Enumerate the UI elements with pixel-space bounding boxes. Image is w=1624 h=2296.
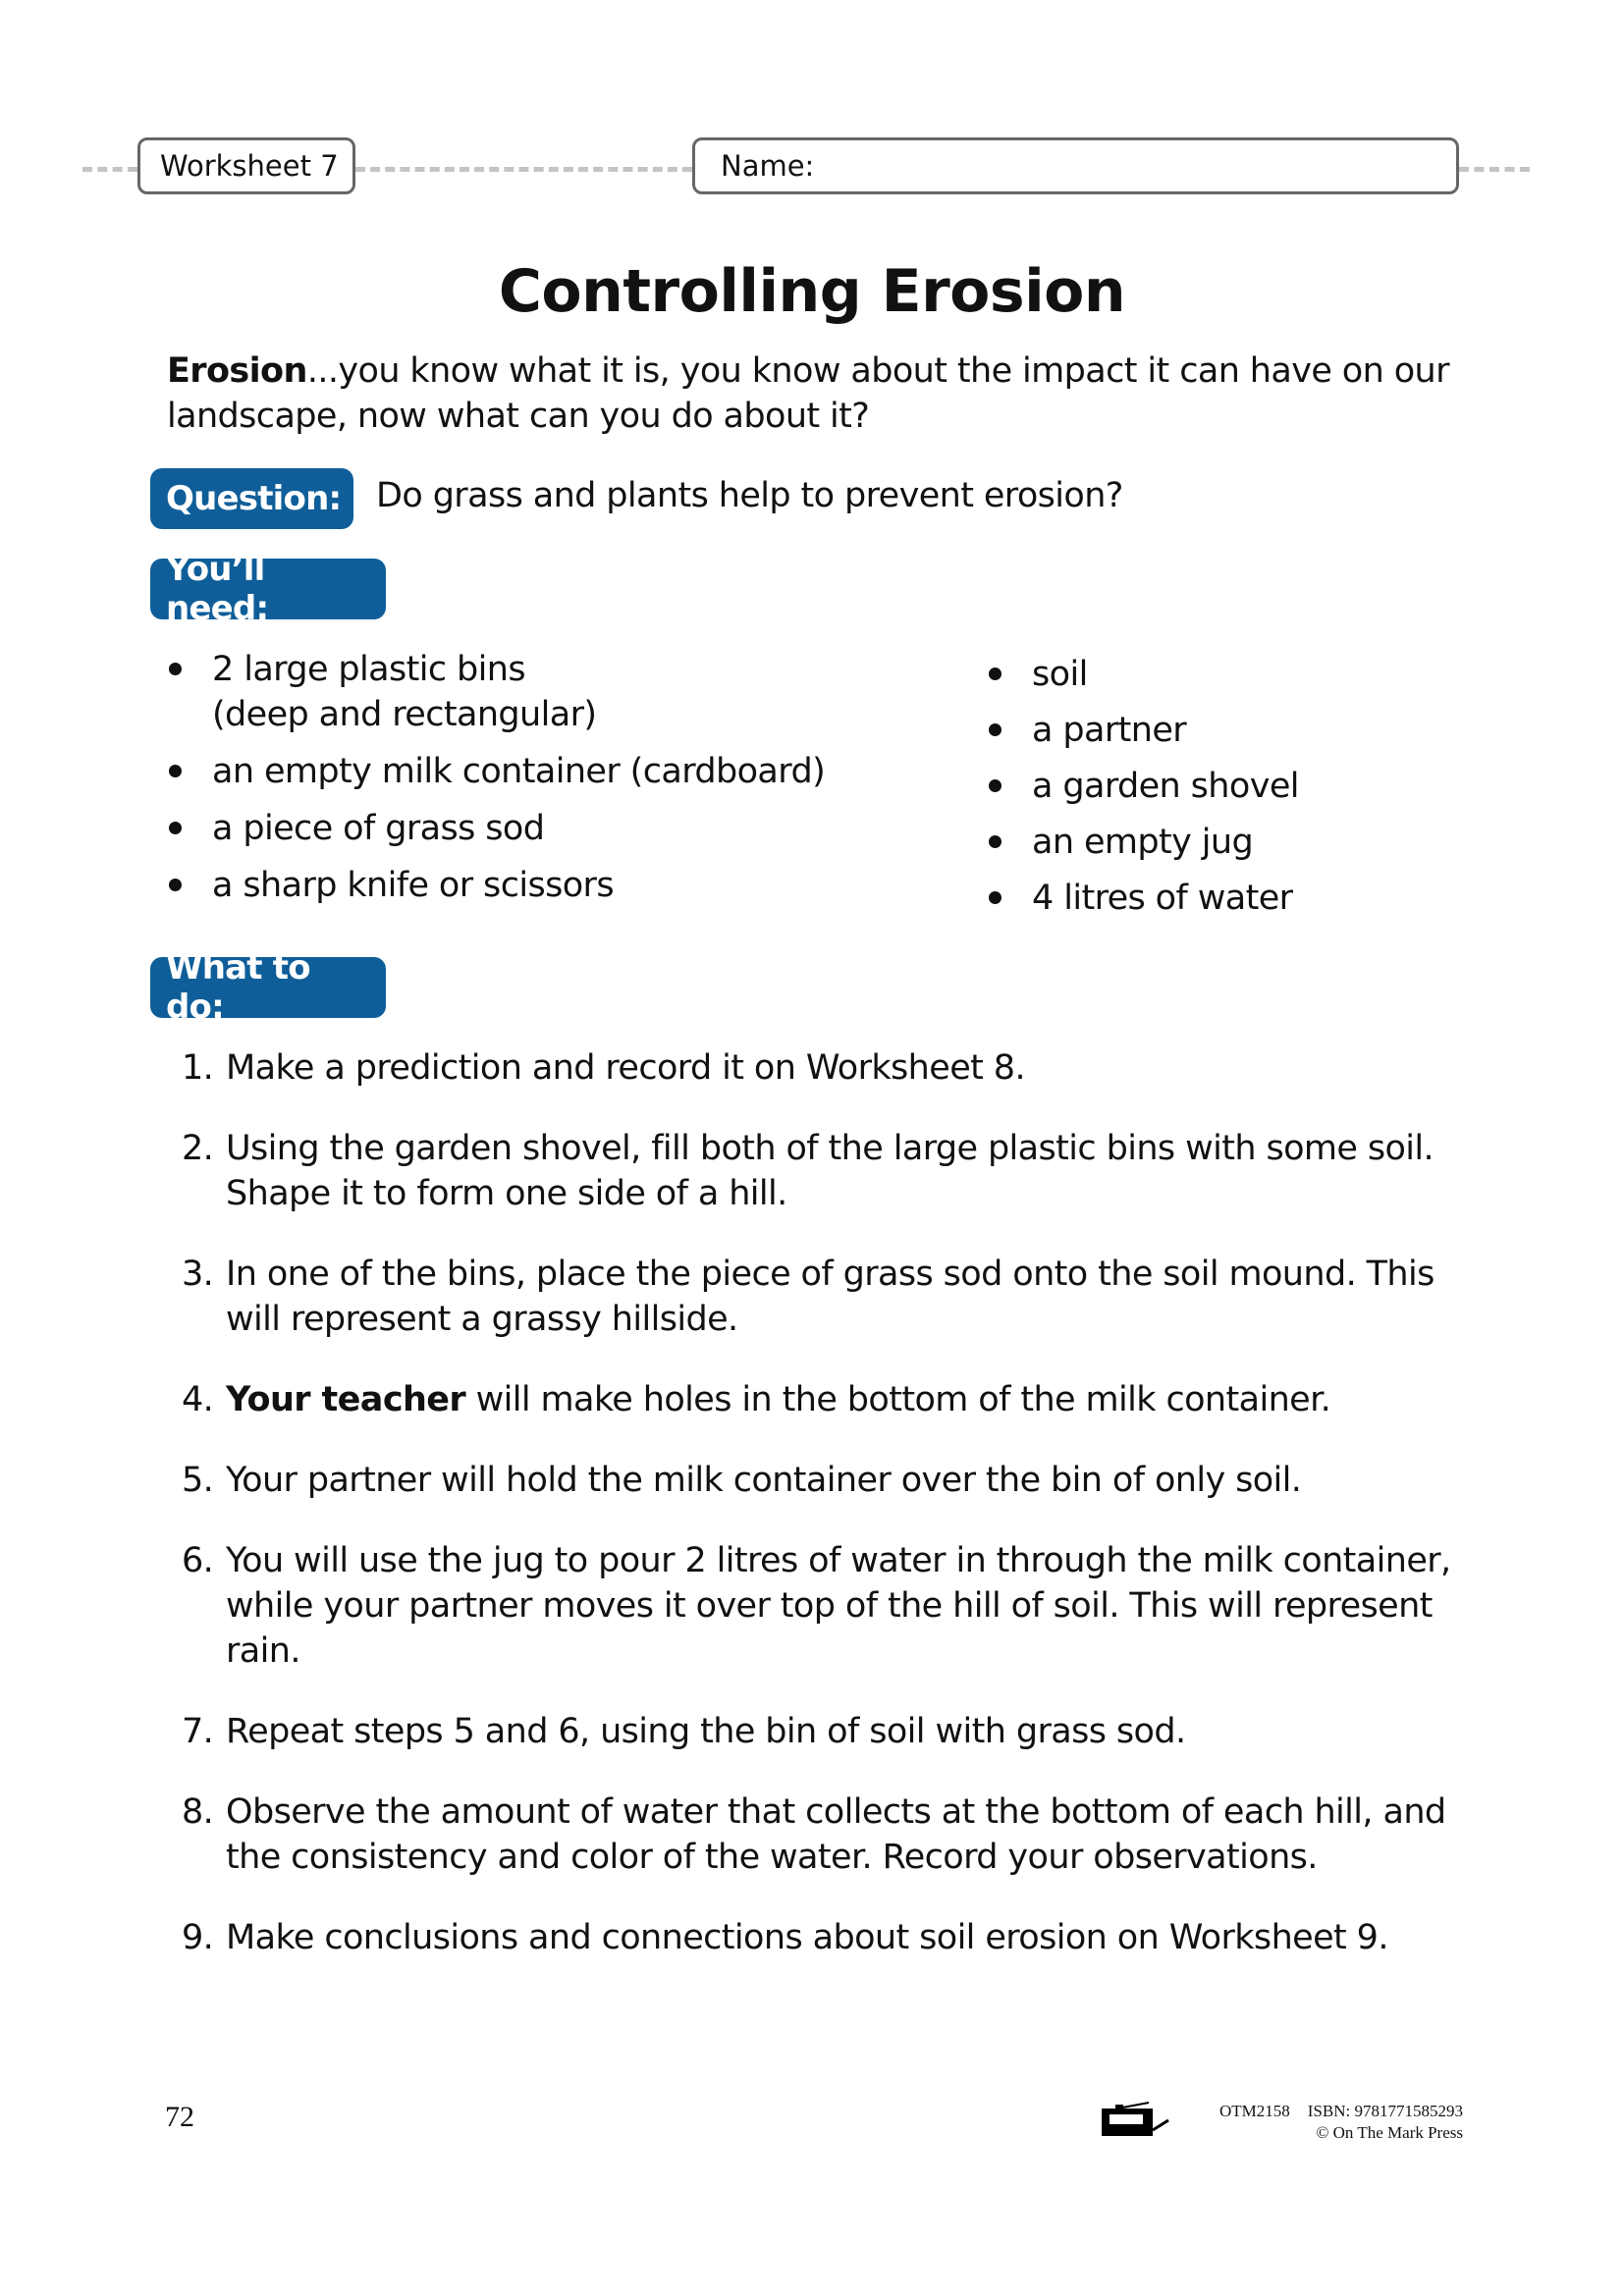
step-item: 2. Using the garden shovel, fill both of the large plastic bins with some soil. Shape it to form one side of a hill. bbox=[182, 1129, 1435, 1213]
intro-bold-lead: Erosion bbox=[167, 351, 307, 391]
bullet-icon bbox=[169, 765, 182, 777]
step-item: 9. Make conclusions and connections about soil erosion on Worksheet 9. bbox=[182, 1918, 1388, 1957]
bullet-icon bbox=[989, 667, 1001, 680]
needs-badge bbox=[150, 550, 386, 628]
bullet-icon bbox=[989, 835, 1001, 848]
steps-list bbox=[182, 1045, 1488, 1996]
step-item: 8. Observe the amount of water that collects at the bottom of each hill, and the consistency and color of the water. Record your observations. bbox=[182, 1792, 1446, 1877]
step-item: 1. Make a prediction and record it on Worksheet 8. bbox=[182, 1048, 1025, 1088]
header-dash-left bbox=[82, 167, 137, 172]
bullet-icon bbox=[169, 663, 182, 675]
list-item: 4 litres of water bbox=[985, 876, 1476, 921]
bullet-icon bbox=[989, 891, 1001, 904]
list-item: a piece of grass sod bbox=[165, 806, 852, 851]
list-item: an empty jug bbox=[985, 820, 1476, 865]
steps-badge bbox=[150, 948, 386, 1027]
step-item: 7. Repeat steps 5 and 6, using the bin of soil with grass sod. bbox=[182, 1712, 1186, 1751]
intro-paragraph bbox=[167, 348, 1473, 439]
step-item: 6. You will use the jug to pour 2 litres of water in through the milk container, while your partner moves it over top of the hill of soil. This will represent rain. bbox=[182, 1541, 1451, 1671]
photocopier-icon bbox=[1098, 2101, 1176, 2140]
page-title: Controlling Erosion bbox=[498, 257, 1126, 326]
needs-list-left bbox=[165, 647, 852, 920]
question-badge bbox=[150, 468, 353, 529]
product-code: OTM2158 bbox=[1219, 2102, 1290, 2120]
bullet-icon bbox=[169, 822, 182, 834]
worksheet-label-box bbox=[137, 137, 355, 194]
list-item: a garden shovel bbox=[985, 764, 1476, 809]
step-item: 3. In one of the bins, place the piece of grass sod onto the soil mound. This will represent a grassy hillside. bbox=[182, 1255, 1435, 1339]
list-item: a sharp knife or scissors bbox=[165, 863, 852, 908]
bullet-icon bbox=[169, 879, 182, 891]
bullet-icon bbox=[989, 779, 1001, 792]
question-label: Question: bbox=[166, 479, 342, 518]
list-item: an empty milk container (cardboard) bbox=[165, 749, 852, 794]
step-item: 5. Your partner will hold the milk container over the bin of only soil. bbox=[182, 1461, 1302, 1500]
name-label: Name: bbox=[721, 149, 815, 183]
list-item: 2 large plastic bins (deep and rectangular) bbox=[165, 647, 852, 737]
step-bold: Your teacher bbox=[226, 1380, 466, 1419]
question-text: Do grass and plants help to prevent erosion? bbox=[376, 476, 1123, 515]
list-item: soil bbox=[985, 652, 1476, 697]
footer-meta bbox=[1188, 2101, 1463, 2144]
copyright: © On The Mark Press bbox=[1316, 2123, 1463, 2142]
header-dash-middle bbox=[355, 167, 692, 172]
page-number: 72 bbox=[165, 2101, 194, 2133]
needs-label: You’ll need: bbox=[166, 550, 269, 628]
name-field[interactable] bbox=[692, 137, 1459, 194]
steps-label: What to do: bbox=[166, 948, 310, 1027]
bullet-icon bbox=[989, 723, 1001, 736]
worksheet-label: Worksheet 7 bbox=[160, 149, 339, 183]
needs-list-right bbox=[985, 652, 1476, 932]
header-dash-right bbox=[1459, 167, 1530, 172]
isbn: ISBN: 9781771585293 bbox=[1307, 2102, 1463, 2120]
step-item: 4. Your teacher will make holes in the bottom of the milk container. bbox=[182, 1380, 1331, 1419]
list-item: a partner bbox=[985, 708, 1476, 753]
intro-text: ...you know what it is, you know about the impact it can have on our landscape, now what can you do about it? bbox=[167, 351, 1449, 436]
